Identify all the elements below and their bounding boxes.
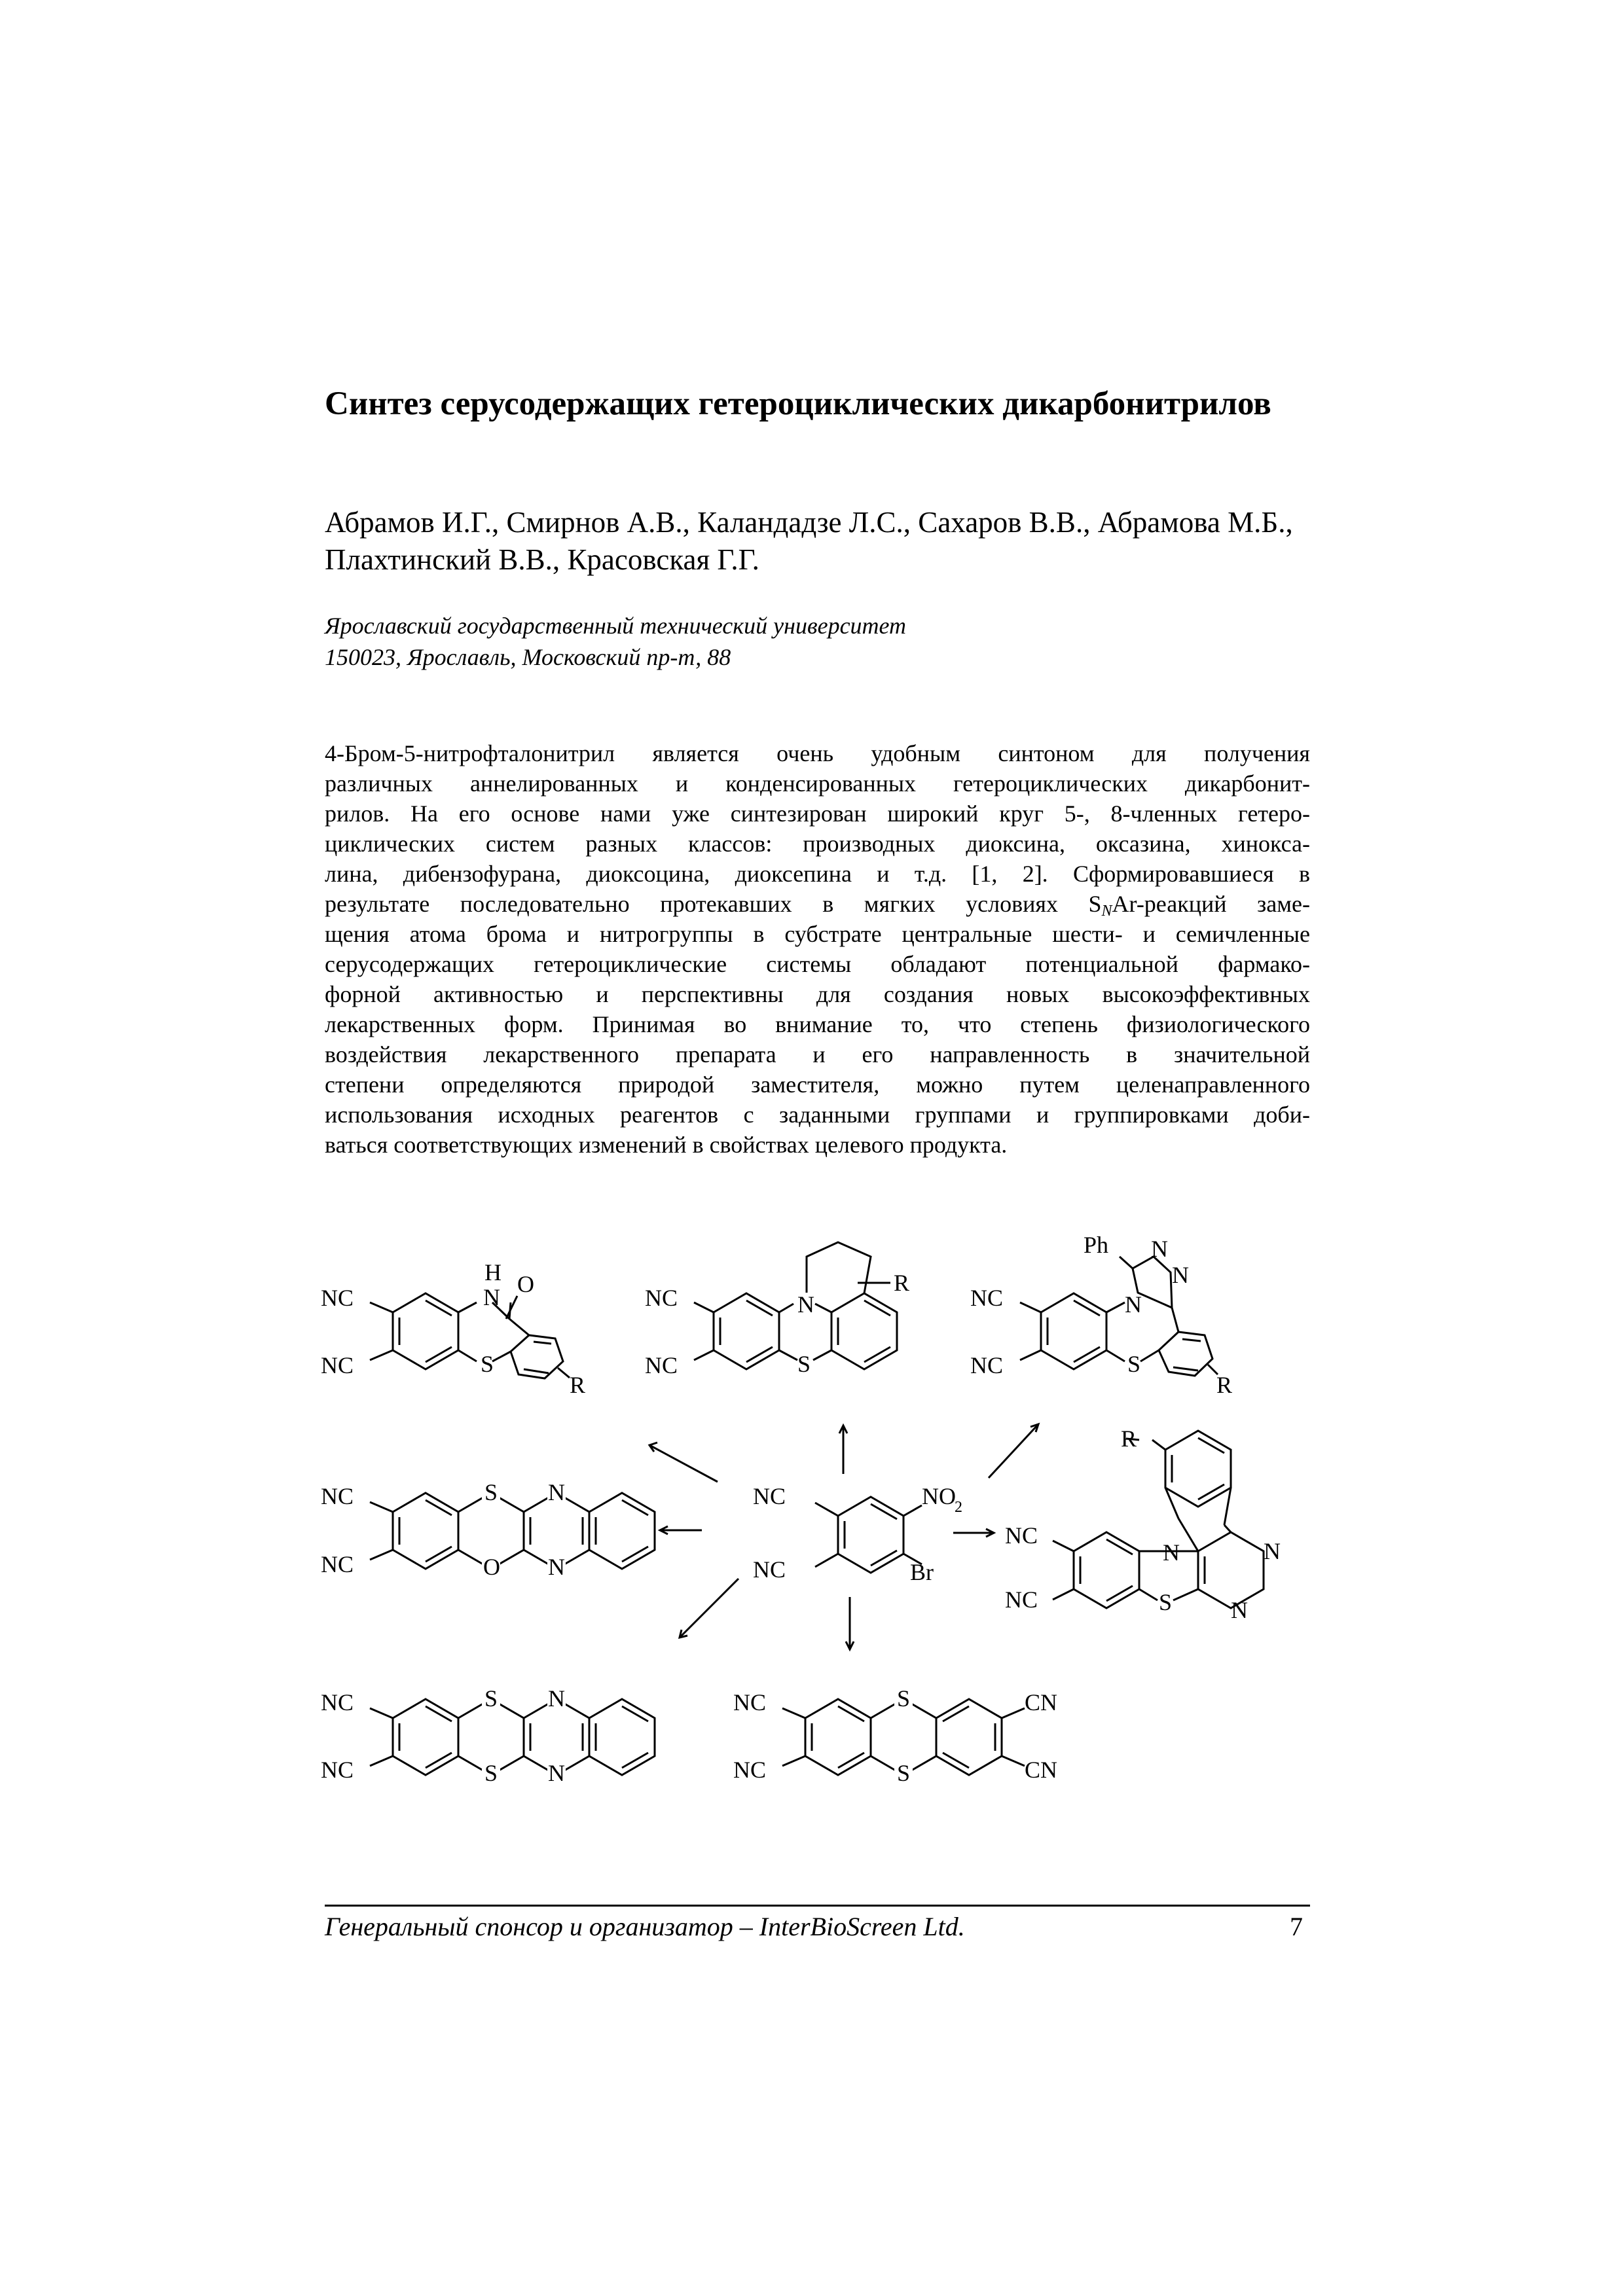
nc-label: NC bbox=[321, 1483, 354, 1509]
s-label: S bbox=[1159, 1589, 1173, 1615]
nc-label: NC bbox=[1005, 1587, 1038, 1613]
r-label: R bbox=[1216, 1372, 1233, 1398]
n-label: N bbox=[483, 1284, 500, 1310]
nc-label: NC bbox=[753, 1556, 786, 1583]
nc-label: NC bbox=[970, 1352, 1004, 1378]
nc-label: NC bbox=[321, 1551, 354, 1577]
product-dithiino-quinoxaline bbox=[321, 1685, 655, 1786]
n-label: N bbox=[797, 1291, 814, 1318]
nc-label: NC bbox=[321, 1757, 354, 1783]
n-label: N bbox=[548, 1554, 565, 1580]
paper-title: Синтез серусодержащих гетероциклических дикарбонитрилов bbox=[325, 386, 1271, 422]
abstract-line: различных аннелированных и конденсированных гетероциклических дикарбонит- bbox=[325, 770, 1310, 797]
no2-subscript: 2 bbox=[955, 1499, 962, 1516]
product-indolopyrimidothiazine bbox=[1005, 1426, 1281, 1623]
n-label: N bbox=[1172, 1262, 1189, 1288]
footer-divider bbox=[325, 1905, 1310, 1907]
product-oxathiino-quinoxaline bbox=[321, 1479, 655, 1580]
abstract-line: ваться соответствующих изменений в свойствах целевого продукта. bbox=[325, 1132, 1008, 1158]
snar-subscript: N bbox=[1101, 903, 1112, 920]
s-label: S bbox=[481, 1351, 494, 1377]
central-reagent bbox=[753, 1483, 962, 1585]
n-label: N bbox=[548, 1479, 565, 1505]
s-label: S bbox=[484, 1760, 498, 1786]
nc-label: NC bbox=[970, 1285, 1004, 1311]
n-label: N bbox=[1151, 1236, 1168, 1262]
abstract-line: лина, дибензофурана, диоксоцина, диоксепина и т.д. [1, 2]. Сформировавшиеся в bbox=[325, 861, 1310, 887]
abstract-line: серусодержащих гетероциклические системы обладают потенциальной фармако- bbox=[325, 951, 1310, 977]
r-label: R bbox=[894, 1270, 910, 1296]
h-label: H bbox=[484, 1259, 501, 1285]
n-label: N bbox=[548, 1760, 565, 1786]
nc-label: NC bbox=[645, 1352, 678, 1378]
abstract-line: степени определяются природой заместителя, можно путем целенаправленного bbox=[325, 1071, 1310, 1098]
product-triazolobenzothiazepine bbox=[970, 1232, 1232, 1398]
r-label: R bbox=[1121, 1426, 1137, 1452]
no2-label: NO bbox=[922, 1483, 956, 1509]
product-thianthrene-tetranitrile bbox=[733, 1685, 1057, 1786]
page-number: 7 bbox=[1290, 1912, 1303, 1941]
abstract-line: щения атома брома и нитрогруппы в субстрате центральные шести- и семичленные bbox=[325, 921, 1310, 947]
cn-label: CN bbox=[1025, 1757, 1058, 1783]
s-label: S bbox=[484, 1685, 498, 1712]
institution: Ярославский государственный технический университет bbox=[325, 613, 907, 639]
o-label: O bbox=[517, 1271, 534, 1297]
abstract-line: циклических систем разных классов: производных диоксина, оксазина, хинокса- bbox=[325, 831, 1310, 857]
abstract-line: 4-Бром-5-нитрофталонитрил является очень удобным синтоном для получения bbox=[325, 740, 1310, 766]
nc-label: NC bbox=[321, 1689, 354, 1715]
n-label: N bbox=[1231, 1597, 1248, 1623]
abstract-line: рилов. На его основе нами уже синтезирован широкий круг 5-, 8-членных гетеро- bbox=[325, 800, 1310, 827]
affiliation bbox=[325, 610, 1307, 673]
abstract-line: форной активностью и перспективны для создания новых высокоэффективных bbox=[325, 981, 1310, 1007]
abstract-line: лекарственных форм. Принимая во внимание то, что степень физиологического bbox=[325, 1011, 1310, 1037]
s-label: S bbox=[797, 1351, 811, 1377]
abstract bbox=[325, 738, 1310, 1160]
footer-sponsor: Генеральный спонсор и организатор – InterBioScreen Ltd. bbox=[325, 1912, 965, 1941]
product-thiazepinone bbox=[321, 1259, 585, 1398]
reaction-scheme bbox=[321, 1230, 1316, 1820]
abstract-line: воздействия лекарственного препарата и его направленность в значительной bbox=[325, 1041, 1310, 1067]
product-phenothiazine-fused bbox=[645, 1242, 909, 1378]
author-list: Абрамов И.Г., Смирнов А.В., Каландадзе Л.С., Сахаров В.В., Абрамова М.Б., Плахтинский В.В., Красовская Г.Г. bbox=[325, 506, 1293, 576]
nc-label: NC bbox=[321, 1285, 354, 1311]
s-label: S bbox=[897, 1685, 911, 1712]
br-label: Br bbox=[910, 1559, 934, 1585]
n-label: N bbox=[1125, 1291, 1142, 1318]
abstract-line: использования исходных реагентов с заданными группами и группировками доби- bbox=[325, 1102, 1310, 1128]
r-label: R bbox=[570, 1372, 586, 1398]
nc-label: NC bbox=[733, 1689, 767, 1715]
n-label: N bbox=[548, 1685, 565, 1712]
s-label: S bbox=[897, 1760, 911, 1786]
address: 150023, Ярославль, Московский пр-т, 88 bbox=[325, 644, 731, 670]
nc-label: NC bbox=[753, 1483, 786, 1509]
nc-label: NC bbox=[1005, 1522, 1038, 1549]
nc-label: NC bbox=[733, 1757, 767, 1783]
o-label: O bbox=[483, 1554, 500, 1580]
nc-label: NC bbox=[645, 1285, 678, 1311]
n-label: N bbox=[1163, 1539, 1180, 1566]
snar-prefix: результате последовательно протекавших в мягких условиях S bbox=[325, 891, 1102, 917]
cn-label: CN bbox=[1025, 1689, 1058, 1715]
benzene-ring bbox=[838, 1497, 903, 1573]
s-label: S bbox=[1127, 1351, 1141, 1377]
nc-label: NC bbox=[321, 1352, 354, 1378]
snar-rest: Ar-реакций заме- bbox=[1112, 891, 1310, 917]
s-label: S bbox=[484, 1479, 498, 1505]
abstract-line-snar bbox=[325, 889, 1310, 919]
n-label: N bbox=[1264, 1538, 1281, 1564]
ph-label: Ph bbox=[1084, 1232, 1109, 1258]
